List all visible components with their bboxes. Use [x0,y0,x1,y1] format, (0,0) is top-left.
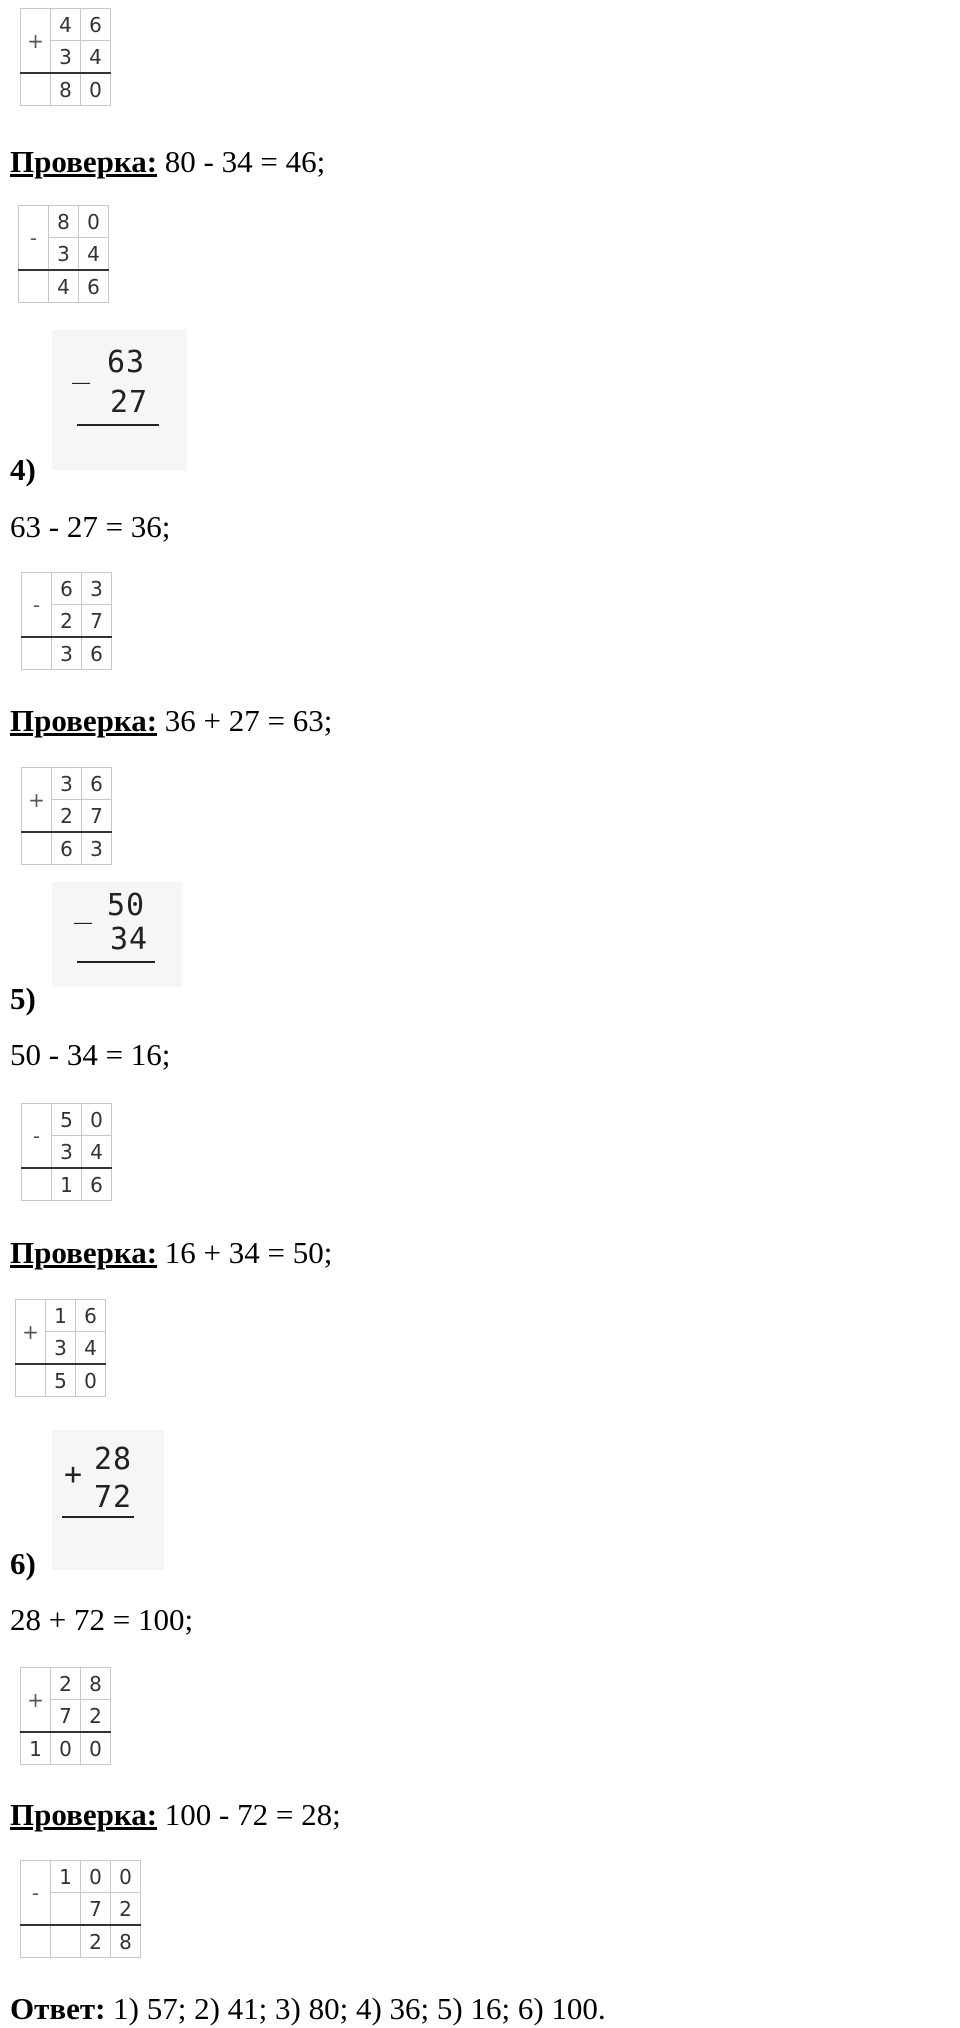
operator-sign: + [22,768,52,833]
underline [62,1516,134,1518]
check-label: Проверка: [10,703,158,738]
check-line-5 [10,1237,332,1268]
task-number-5: 5) [10,981,36,1016]
underline [77,961,155,963]
top-number: 63 [107,345,146,380]
digit-cell: 7 [82,800,112,833]
operator-sign: + [21,9,51,74]
digit-cell: 6 [81,9,111,41]
result-cell: 1 [21,1732,51,1765]
digit-cell: 6 [82,768,112,800]
result-cell [51,1925,81,1958]
digit-cell: 4 [79,238,109,271]
digit-cell: 3 [49,238,79,271]
handwritten-subtraction-50-34 [52,882,182,987]
top-number: 50 [107,888,146,923]
result-cell: 8 [51,73,81,106]
result-cell: 0 [81,73,111,106]
bottom-number: 34 [110,922,149,957]
digit-cell: 3 [52,1136,82,1169]
result-cell: 6 [52,832,82,865]
digit-cell: 6 [52,573,82,605]
digit-cell: 3 [51,41,81,74]
task-equation-5: 50 - 34 = 16; [10,1037,171,1072]
result-cell: 0 [81,1732,111,1765]
addition-grid-36-27 [21,767,112,865]
digit-cell: 7 [81,1893,111,1926]
check-label: Проверка: [10,1235,158,1270]
digit-cell: 0 [81,1861,111,1893]
minus-sign: _ [74,890,93,925]
empty-cell [22,832,52,865]
addition-grid-46-34 [20,8,111,106]
empty-cell [22,637,52,670]
digit-cell: 0 [82,1104,112,1136]
result-cell: 8 [111,1925,141,1958]
check-equation: 16 + 34 = 50; [164,1235,333,1270]
empty-cell [16,1364,46,1397]
digit-cell: 1 [46,1300,76,1332]
empty-cell [22,1168,52,1201]
check-label: Проверка: [10,144,158,179]
subtraction-grid-100-72 [20,1860,141,1958]
addition-grid-28-72 [20,1667,111,1765]
digit-cell: 2 [52,800,82,833]
empty-cell [21,1925,51,1958]
operator-sign: - [19,206,49,271]
digit-cell: 4 [76,1332,106,1365]
bottom-number: 27 [110,385,149,420]
digit-cell: 2 [52,605,82,638]
digit-cell: 7 [82,605,112,638]
empty-cell [19,270,49,303]
operator-sign: + [16,1300,46,1365]
digit-cell: 3 [52,768,82,800]
subtraction-grid-63-27 [21,572,112,670]
digit-cell: 8 [49,206,79,238]
top-number: 28 [94,1442,133,1477]
bottom-number: 72 [94,1480,133,1515]
result-cell: 0 [76,1364,106,1397]
digit-cell: 8 [81,1668,111,1700]
addition-grid-16-34 [15,1299,106,1397]
operator-sign: + [21,1668,51,1733]
digit-cell: 6 [76,1300,106,1332]
result-cell: 5 [46,1364,76,1397]
check-equation: 80 - 34 = 46; [164,144,326,179]
digit-cell: 4 [51,9,81,41]
operator-sign: - [22,1104,52,1169]
subtraction-grid-50-34 [21,1103,112,1201]
digit-cell [51,1893,81,1926]
task-equation-4: 63 - 27 = 36; [10,509,171,544]
digit-cell: 2 [111,1893,141,1926]
digit-cell: 0 [111,1861,141,1893]
handwritten-subtraction-63-27 [52,330,187,470]
digit-cell: 4 [82,1136,112,1169]
answer-text: 1) 57; 2) 41; 3) 80; 4) 36; 5) 16; 6) 100. [113,1991,606,2026]
result-cell: 6 [82,637,112,670]
digit-cell: 2 [51,1668,81,1700]
check-line-1 [10,146,325,177]
digit-cell: 3 [82,573,112,605]
handwritten-addition-28-72 [52,1430,164,1570]
digit-cell: 2 [81,1700,111,1733]
result-cell: 1 [52,1168,82,1201]
digit-cell: 7 [51,1700,81,1733]
digit-cell: 5 [52,1104,82,1136]
result-cell: 6 [82,1168,112,1201]
plus-sign: + [64,1457,83,1492]
result-cell: 3 [82,832,112,865]
result-cell: 0 [51,1732,81,1765]
task-number-6: 6) [10,1546,36,1581]
task-equation-6: 28 + 72 = 100; [10,1602,194,1637]
result-cell: 3 [52,637,82,670]
empty-cell [21,73,51,106]
result-cell: 2 [81,1925,111,1958]
check-equation: 100 - 72 = 28; [164,1797,341,1832]
operator-sign: - [22,573,52,638]
check-label: Проверка: [10,1797,158,1832]
task-number-4: 4) [10,452,36,487]
check-equation: 36 + 27 = 63; [164,703,333,738]
answer-label: Ответ: [10,1991,106,2026]
subtraction-grid-80-34 [18,205,109,303]
result-cell: 4 [49,270,79,303]
digit-cell: 3 [46,1332,76,1365]
answer-line [10,1993,606,2024]
check-line-4 [10,705,332,736]
digit-cell: 4 [81,41,111,74]
minus-sign: _ [72,350,91,385]
result-cell: 6 [79,270,109,303]
underline [77,424,159,426]
digit-cell: 1 [51,1861,81,1893]
operator-sign: - [21,1861,51,1926]
digit-cell: 0 [79,206,109,238]
check-line-6 [10,1799,341,1830]
